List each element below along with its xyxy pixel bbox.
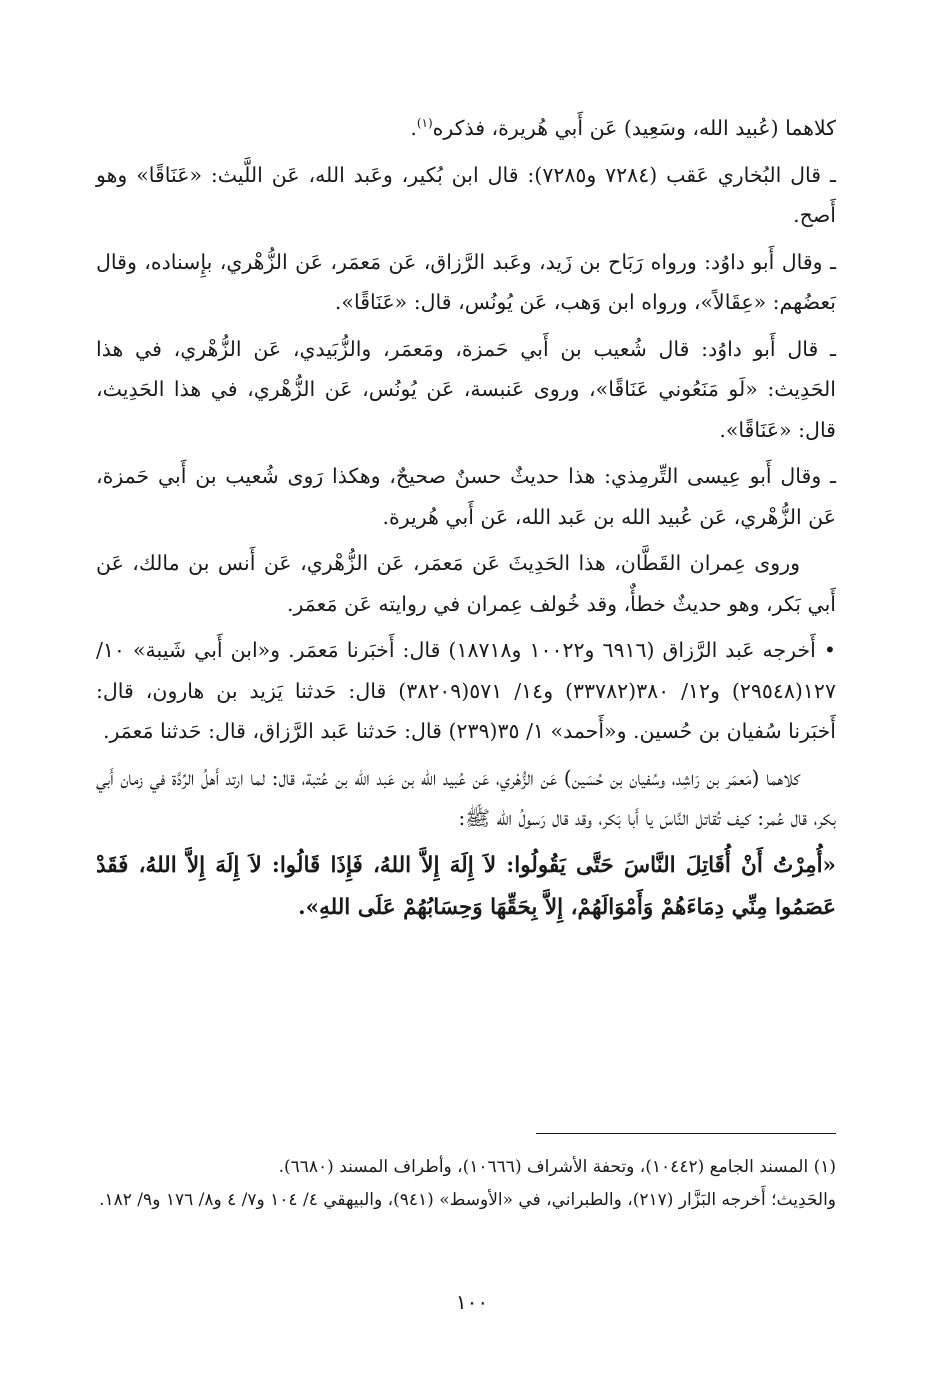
paragraph-7: • أَخرجه عَبد الرَّزاق (٦٩١٦ و١٠٠٢٢ و١٨٧١٨) قال: أَخبَرنا مَعمَر. و«ابن أَبي شَيبة» ١٠/ ١٢٧(٢٩٥٤٨) و١٢/ ٣٨٠(٣٣٧٨٢) و١٤/ ٥٧١(٣٨٢٠٩) قال: حَدثنا يَزيد بن هارون، قال: أَخبَرنا سُفيان بن حُسين. و«أَحمد» ١/ ٣٥(٢٣٩) قال: حَدثنا عَبد الرَّزاق، قال: حَدثنا مَعمَر. [96,638,836,743]
paragraph-6: وروى عِمران القَطَّان، هذا الحَدِيثَ عَن مَعمَر، عَن الزُّهْري، عَن أَنس بن مالك، عَن أَبي بَكر، وهو حديثٌ خطأٌ، وقد خُولف عِمران في روايته عَن مَعمَر. [96,551,836,616]
paragraph-1-text: كلاهما (عُبيد الله، وسَعِيد) عَن أَبي هُريرة، فذكره [432,116,836,140]
hadith-text: «أُمِرْتُ أَنْ أُقَاتِلَ النَّاسَ حَتَّى يَقُولُوا: لاَ إِلَهَ إِلاَّ اللهُ، فَإِذَا قَالُوا: لاَ إِلَهَ إِلاَّ اللهُ، فَقَدْ عَصَمُوا مِنِّي دِمَاءَهُمْ وَأَمْوَالَهُمْ، إِلاَّ بِحَقِّهَا وَحِسَابُهُمْ عَلَى اللهِ». [96,852,836,920]
paragraph-4: ـ قال أَبو داوُد: قال شُعيب بن أَبي حَمزة، ومَعمَر، والزُّبَيدي، عَن الزُّهْري، في هذا الحَدِيث: «لَو مَنَعُوني عَنَاقًا»، وروى عَنبسة، عَن يُونُس، عَن الزُّهْري، في هذا الحَدِيث، قال: «عَنَاقًا». [96,336,836,442]
footnote-2: والحَدِيث؛ أَخرجه البَزَّار (٢١٧)، والطبراني، في «الأوسط» (٩٤١)، والبيهقي ٤/ ١٠٤ و٧/ ٤ و٨/ ١٧٦ و٩/ ١٨٢. [99,1190,836,1210]
paragraph-5: ـ وقال أَبو عِيسى التِّرمِذي: هذا حديثٌ حسنٌ صحيحٌ، وهكذا رَوى شُعيب بن أَبي حَمزة، عَن الزُّهْري، عَن عُبيد الله بن عَبد الله، عَن أَبي هُريرة. [96,464,836,529]
footnote-1: (١) المسند الجامع (١٠٤٤٢)، وتحفة الأشراف (١٠٦٦٦)، وأطراف المسند (٦٦٨٠). [278,1157,836,1177]
footnote-divider [536,1133,836,1134]
paragraph-1-end: . [410,116,417,140]
footnotes [96,1152,836,1218]
footnote-reference[interactable]: (١) [416,116,433,131]
main-text [96,108,836,935]
page-number: ١٠٠ [455,1290,489,1314]
paragraph-2: ـ قال البُخاري عَقب (٧٢٨٤ و٧٢٨٥): قال ابن بُكير، وعَبد الله، عَن اللَّيث: «عَنَاقًا» وهو أَصح. [96,162,836,227]
paragraph-1 [96,108,836,149]
paragraph-8: كلاهما (مَعمَر بن رَاشِد، وسُفيان بن حُسَين) عَن الزُّهْري، عَن عُبيد الله بن عَبد الله بن عُتبة، قال: لما ارتد أَهلُ الرِّدَّة في زمان أَبي بكر، قال عُمر: كيف تُقاتل النَّاسَ يا أَبا بَكر، وقد قال رَسولُ الله ﷺ: [96,765,836,830]
paragraph-3: ـ وقال أَبو داوُد: ورواه رَبَاح بن زَيد، وعَبد الرَّزاق، عَن مَعمَر، عَن الزُّهْري، بإِسناده، وقال بَعضُهم: «عِقَالاً»، ورواه ابن وَهب، عَن يُونُس، قال: «عَنَاقًا». [96,249,836,314]
